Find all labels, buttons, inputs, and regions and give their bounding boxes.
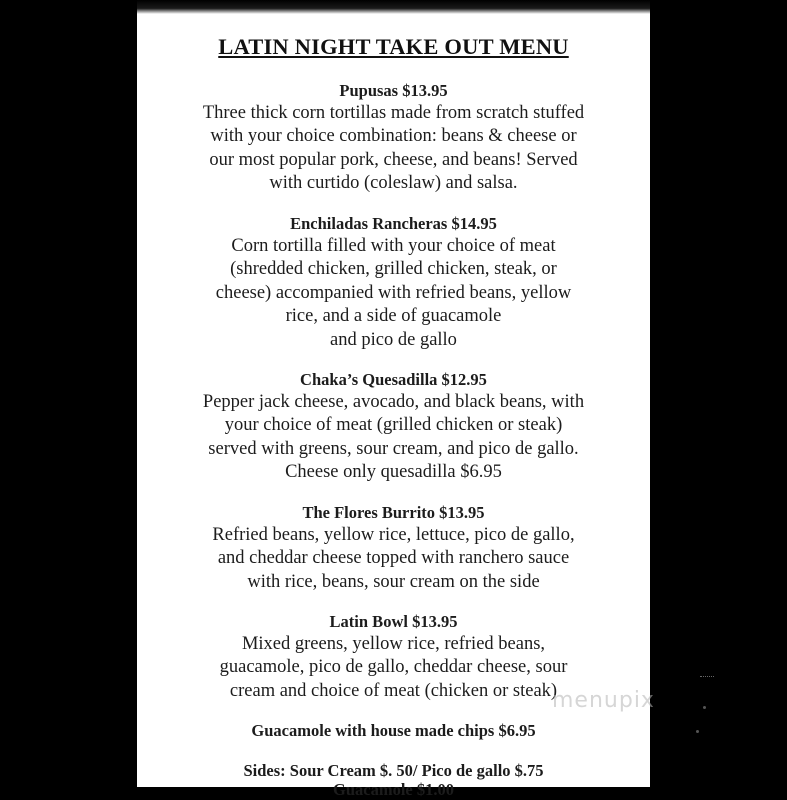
desc-line: Three thick corn tortillas made from scratch stuffed <box>202 103 585 123</box>
desc-line: served with greens, sour cream, and pico de gallo. <box>208 438 579 459</box>
sides-line-cutoff: Guacamole $1.00 <box>333 780 454 799</box>
item-name: The Flores Burrito $13.95 <box>302 503 485 522</box>
menu-title: LATIN NIGHT TAKE OUT MENU <box>218 34 569 59</box>
item-description <box>137 235 650 352</box>
menu-item-pupusas <box>137 79 650 196</box>
top-shadow <box>137 0 650 14</box>
menu-item-burrito <box>137 501 650 594</box>
item-name: Chaka’s Quesadilla $12.95 <box>300 370 487 389</box>
guacamole-chips-item: Guacamole with house made chips $6.95 <box>251 721 536 740</box>
menu-page <box>137 0 650 799</box>
desc-line: and pico de gallo <box>330 329 457 350</box>
menu-item-quesadilla <box>137 368 650 485</box>
sides-line: Sides: Sour Cream $. 50/ Pico de gallo $.75 <box>243 761 544 780</box>
desc-line: and cheddar cheese topped with ranchero sauce <box>217 548 570 569</box>
menu-item-enchiladas <box>137 212 650 352</box>
desc-line: cream and choice of meat (chicken or steak) <box>229 680 558 701</box>
desc-line: rice, and a side of guacamole <box>285 306 502 327</box>
decorative-dot <box>703 706 706 709</box>
decorative-dot <box>696 730 699 733</box>
desc-line: Corn tortilla filled with your choice of meat <box>231 236 556 256</box>
desc-line: Pepper jack cheese, avocado, and black beans, with <box>202 392 585 412</box>
desc-line: with your choice combination: beans & cheese or <box>210 126 577 147</box>
desc-line: guacamole, pico de gallo, cheddar cheese, sour <box>219 657 568 678</box>
desc-line: with rice, beans, sour cream on the side <box>247 571 540 592</box>
item-description <box>137 391 650 485</box>
item-description <box>137 524 650 594</box>
item-name: Pupusas $13.95 <box>339 81 448 100</box>
desc-line: with curtido (coleslaw) and salsa. <box>269 173 518 194</box>
desc-line: Cheese only quesadilla $6.95 <box>285 462 502 483</box>
item-name: Enchiladas Rancheras $14.95 <box>290 214 497 233</box>
desc-line: our most popular pork, cheese, and beans! Served <box>209 149 578 170</box>
desc-line: Mixed greens, yellow rice, refried beans, <box>241 634 546 654</box>
desc-line: cheese) accompanied with refried beans, yellow <box>215 282 572 303</box>
watermark-text: menupix <box>552 688 655 713</box>
desc-line: (shredded chicken, grilled chicken, steak, or <box>230 259 557 280</box>
item-name: Latin Bowl $13.95 <box>329 612 458 631</box>
desc-line: Refried beans, yellow rice, lettuce, pico de gallo, <box>212 525 575 545</box>
desc-line: your choice of meat (grilled chicken or steak) <box>224 415 563 436</box>
item-description <box>137 102 650 196</box>
watermark-divider <box>700 676 714 677</box>
